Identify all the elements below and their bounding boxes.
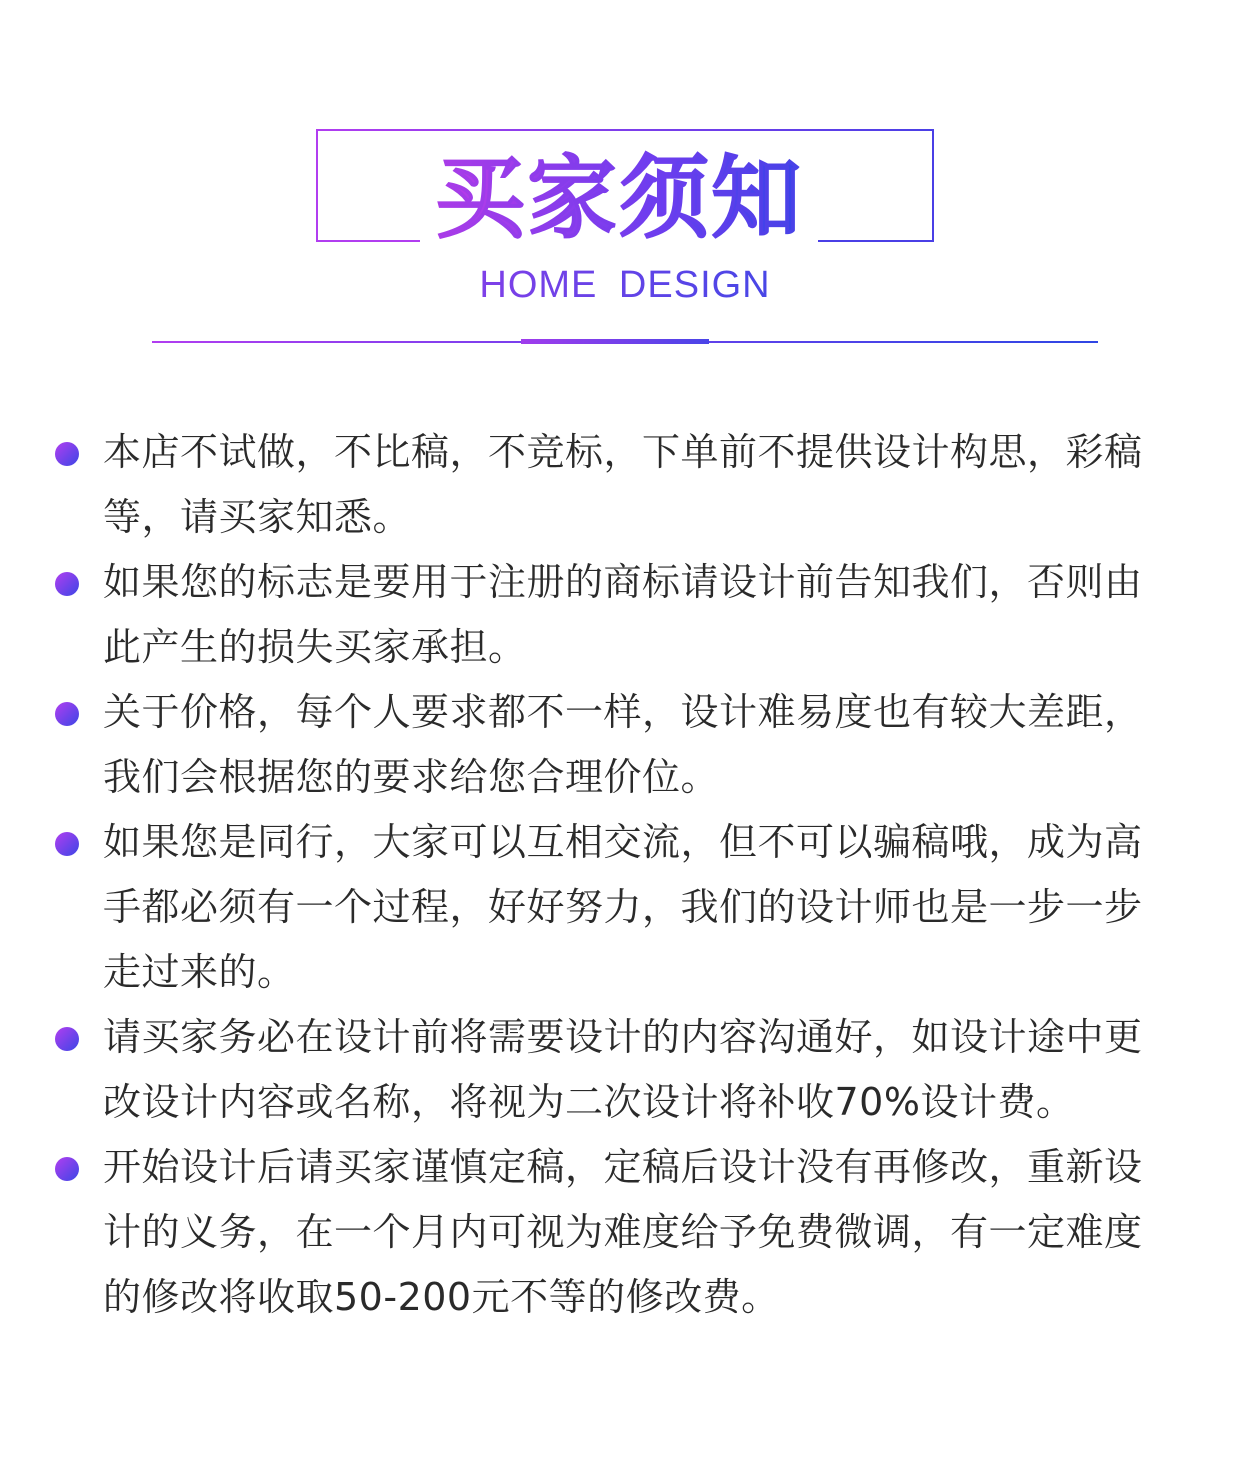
note-text: 本店不试做，不比稿，不竞标，下单前不提供设计构思，彩稿等，请买家知悉。 — [103, 430, 1143, 539]
list-item — [0, 550, 1163, 680]
page-subtitle: HOME DESIGN — [420, 262, 830, 308]
notice-header — [0, 0, 1240, 360]
title-frame-bottom-left — [316, 240, 420, 242]
note-text: 开始设计后请买家谨慎定稿，定稿后设计没有再修改，重新设计的义务，在一个月内可视为难度给予免费微调，有一定难度的修改将收取50-200元不等的修改费。 — [103, 1145, 1143, 1319]
list-item — [0, 1135, 1163, 1330]
list-item — [0, 680, 1163, 810]
bullet-dot-icon — [55, 832, 79, 856]
list-item — [0, 1005, 1163, 1135]
bullet-dot-icon — [55, 702, 79, 726]
header-divider-accent — [521, 339, 709, 344]
note-text: 如果您是同行，大家可以互相交流，但不可以骗稿哦，成为高手都必须有一个过程，好好努力，我们的设计师也是一步一步走过来的。 — [103, 820, 1143, 994]
note-text: 如果您的标志是要用于注册的商标请设计前告知我们，否则由此产生的损失买家承担。 — [103, 560, 1143, 669]
list-item — [0, 420, 1163, 550]
bullet-dot-icon — [55, 1157, 79, 1181]
bullet-dot-icon — [55, 442, 79, 466]
title-frame-bottom-right — [818, 240, 934, 242]
bullet-dot-icon — [55, 1027, 79, 1051]
buyer-notice-list — [0, 420, 1240, 1330]
bullet-dot-icon — [55, 572, 79, 596]
list-item — [0, 810, 1163, 1005]
page-title: 买家须知 — [420, 140, 818, 258]
note-text: 请买家务必在设计前将需要设计的内容沟通好，如设计途中更改设计内容或名称，将视为二次设计将补收70%设计费。 — [103, 1015, 1143, 1124]
note-text: 关于价格，每个人要求都不一样，设计难易度也有较大差距，我们会根据您的要求给您合理价位。 — [103, 690, 1143, 799]
